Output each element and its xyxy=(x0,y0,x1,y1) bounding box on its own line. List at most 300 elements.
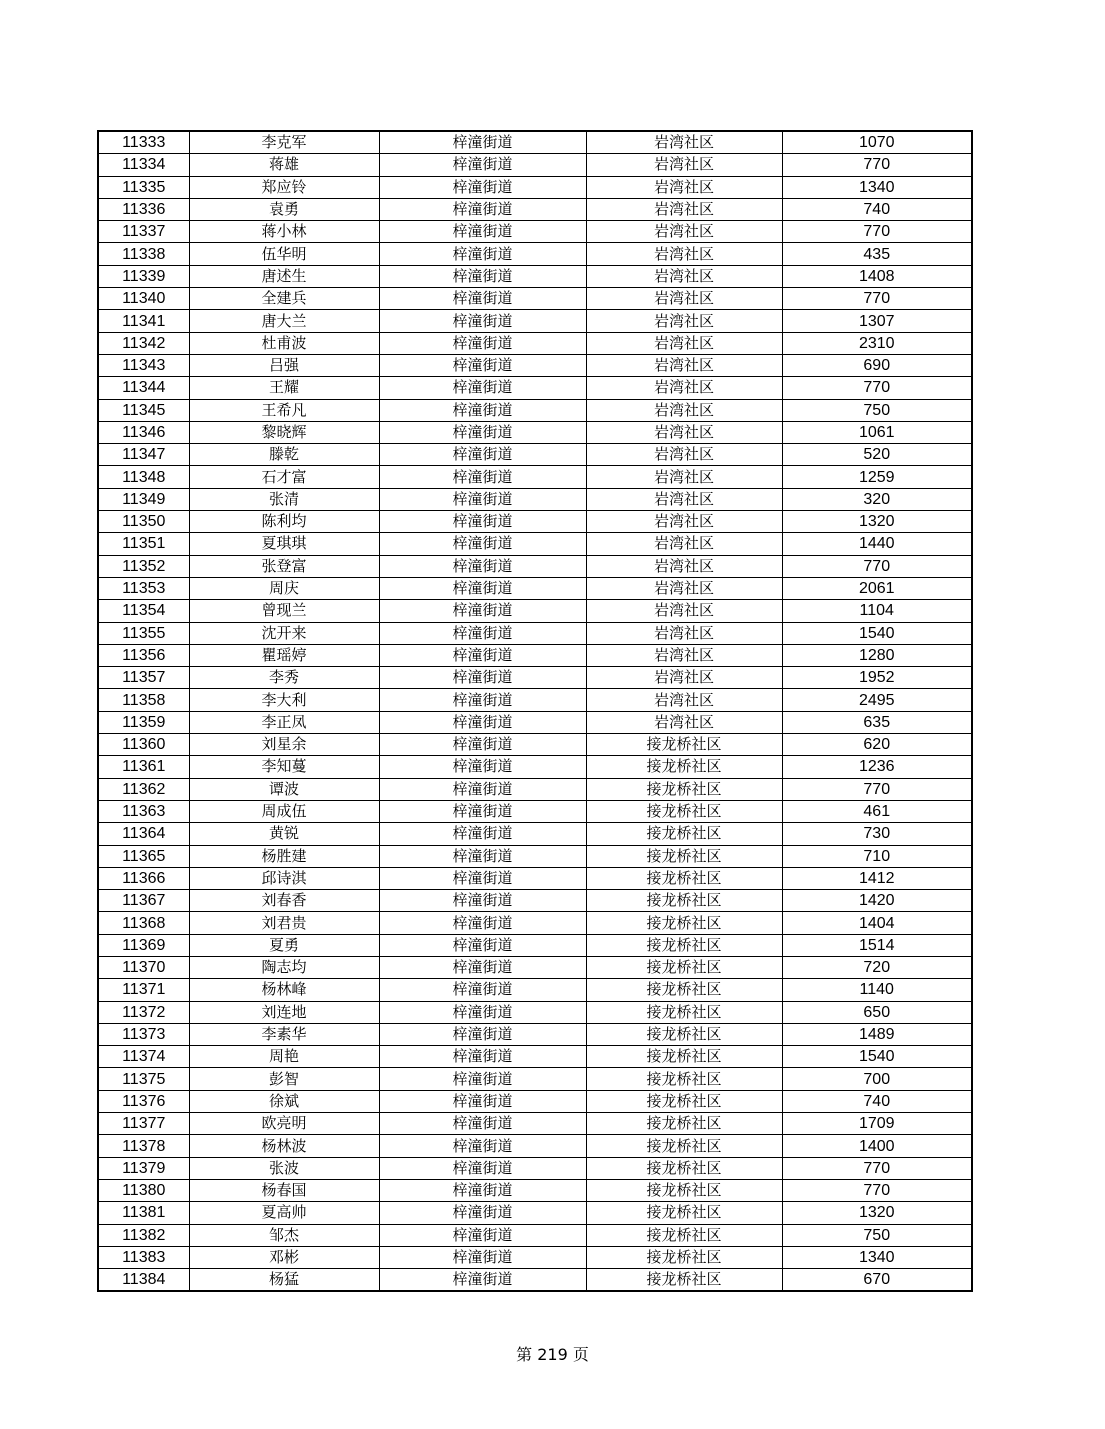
amount-cell: 1320 xyxy=(782,511,972,533)
name-cell: 陈利均 xyxy=(189,511,379,533)
amount-cell: 2310 xyxy=(782,332,972,354)
name-cell: 张波 xyxy=(189,1157,379,1179)
table-row xyxy=(98,1202,972,1224)
community-cell: 接龙桥社区 xyxy=(586,979,782,1001)
community-cell: 岩湾社区 xyxy=(586,221,782,243)
subdistrict-cell: 梓潼街道 xyxy=(379,511,586,533)
subdistrict-cell: 梓潼街道 xyxy=(379,1046,586,1068)
row-index-cell: 11355 xyxy=(98,622,189,644)
community-cell: 岩湾社区 xyxy=(586,600,782,622)
row-index-cell: 11343 xyxy=(98,354,189,376)
amount-cell: 1408 xyxy=(782,265,972,287)
name-cell: 邓彬 xyxy=(189,1246,379,1268)
name-cell: 李秀 xyxy=(189,667,379,689)
name-cell: 杨林波 xyxy=(189,1135,379,1157)
amount-cell: 1236 xyxy=(782,756,972,778)
table-row xyxy=(98,265,972,287)
subdistrict-cell: 梓潼街道 xyxy=(379,912,586,934)
table-row xyxy=(98,332,972,354)
row-index-cell: 11347 xyxy=(98,444,189,466)
amount-cell: 670 xyxy=(782,1269,972,1292)
amount-cell: 770 xyxy=(782,154,972,176)
subdistrict-cell: 梓潼街道 xyxy=(379,332,586,354)
name-cell: 唐大兰 xyxy=(189,310,379,332)
name-cell: 蒋小林 xyxy=(189,221,379,243)
name-cell: 刘星余 xyxy=(189,734,379,756)
row-index-cell: 11379 xyxy=(98,1157,189,1179)
table-row xyxy=(98,154,972,176)
amount-cell: 1061 xyxy=(782,421,972,443)
subdistrict-cell: 梓潼街道 xyxy=(379,956,586,978)
community-cell: 岩湾社区 xyxy=(586,354,782,376)
row-index-cell: 11354 xyxy=(98,600,189,622)
table-row xyxy=(98,377,972,399)
subdistrict-cell: 梓潼街道 xyxy=(379,1113,586,1135)
name-cell: 杨猛 xyxy=(189,1269,379,1292)
table-row xyxy=(98,533,972,555)
table-row xyxy=(98,912,972,934)
table-row xyxy=(98,288,972,310)
community-cell: 岩湾社区 xyxy=(586,555,782,577)
amount-cell: 1340 xyxy=(782,1246,972,1268)
subdistrict-cell: 梓潼街道 xyxy=(379,800,586,822)
amount-cell: 1104 xyxy=(782,600,972,622)
subdistrict-cell: 梓潼街道 xyxy=(379,421,586,443)
amount-cell: 461 xyxy=(782,800,972,822)
amount-cell: 770 xyxy=(782,288,972,310)
name-cell: 郑应铃 xyxy=(189,176,379,198)
table-row xyxy=(98,399,972,421)
row-index-cell: 11374 xyxy=(98,1046,189,1068)
amount-cell: 700 xyxy=(782,1068,972,1090)
name-cell: 李正凤 xyxy=(189,711,379,733)
amount-cell: 635 xyxy=(782,711,972,733)
amount-cell: 1140 xyxy=(782,979,972,1001)
subdistrict-cell: 梓潼街道 xyxy=(379,288,586,310)
row-index-cell: 11358 xyxy=(98,689,189,711)
table-body xyxy=(98,131,972,1291)
row-index-cell: 11378 xyxy=(98,1135,189,1157)
name-cell: 李知蔓 xyxy=(189,756,379,778)
row-index-cell: 11346 xyxy=(98,421,189,443)
subdistrict-cell: 梓潼街道 xyxy=(379,711,586,733)
row-index-cell: 11367 xyxy=(98,890,189,912)
amount-cell: 1440 xyxy=(782,533,972,555)
community-cell: 接龙桥社区 xyxy=(586,823,782,845)
amount-cell: 650 xyxy=(782,1001,972,1023)
amount-cell: 1070 xyxy=(782,131,972,154)
community-cell: 接龙桥社区 xyxy=(586,1001,782,1023)
community-cell: 岩湾社区 xyxy=(586,689,782,711)
amount-cell: 320 xyxy=(782,488,972,510)
community-cell: 接龙桥社区 xyxy=(586,1179,782,1201)
table-row xyxy=(98,444,972,466)
amount-cell: 1420 xyxy=(782,890,972,912)
subdistrict-cell: 梓潼街道 xyxy=(379,444,586,466)
amount-cell: 620 xyxy=(782,734,972,756)
row-index-cell: 11352 xyxy=(98,555,189,577)
amount-cell: 750 xyxy=(782,1224,972,1246)
table-row xyxy=(98,1113,972,1135)
subdistrict-cell: 梓潼街道 xyxy=(379,243,586,265)
row-index-cell: 11338 xyxy=(98,243,189,265)
community-cell: 接龙桥社区 xyxy=(586,1157,782,1179)
table-row xyxy=(98,667,972,689)
name-cell: 张登富 xyxy=(189,555,379,577)
subdistrict-cell: 梓潼街道 xyxy=(379,577,586,599)
name-cell: 王耀 xyxy=(189,377,379,399)
amount-cell: 1540 xyxy=(782,1046,972,1068)
community-cell: 接龙桥社区 xyxy=(586,845,782,867)
table-row xyxy=(98,1046,972,1068)
table-row xyxy=(98,511,972,533)
table-row xyxy=(98,1023,972,1045)
name-cell: 邱诗淇 xyxy=(189,867,379,889)
subdistrict-cell: 梓潼街道 xyxy=(379,1246,586,1268)
community-cell: 接龙桥社区 xyxy=(586,1269,782,1292)
amount-cell: 2061 xyxy=(782,577,972,599)
community-cell: 接龙桥社区 xyxy=(586,1023,782,1045)
subdistrict-cell: 梓潼街道 xyxy=(379,1202,586,1224)
community-cell: 岩湾社区 xyxy=(586,176,782,198)
row-index-cell: 11377 xyxy=(98,1113,189,1135)
name-cell: 夏勇 xyxy=(189,934,379,956)
table-row xyxy=(98,1068,972,1090)
row-index-cell: 11339 xyxy=(98,265,189,287)
subdistrict-cell: 梓潼街道 xyxy=(379,667,586,689)
table-row xyxy=(98,867,972,889)
community-cell: 岩湾社区 xyxy=(586,466,782,488)
amount-cell: 770 xyxy=(782,221,972,243)
amount-cell: 770 xyxy=(782,778,972,800)
community-cell: 岩湾社区 xyxy=(586,644,782,666)
amount-cell: 1489 xyxy=(782,1023,972,1045)
subdistrict-cell: 梓潼街道 xyxy=(379,1179,586,1201)
community-cell: 接龙桥社区 xyxy=(586,912,782,934)
subdistrict-cell: 梓潼街道 xyxy=(379,1068,586,1090)
table-row xyxy=(98,1224,972,1246)
amount-cell: 1307 xyxy=(782,310,972,332)
name-cell: 王希凡 xyxy=(189,399,379,421)
page-number: 第 219 页 xyxy=(516,1345,589,1364)
subdistrict-cell: 梓潼街道 xyxy=(379,867,586,889)
table-row xyxy=(98,823,972,845)
row-index-cell: 11353 xyxy=(98,577,189,599)
amount-cell: 770 xyxy=(782,555,972,577)
row-index-cell: 11336 xyxy=(98,198,189,220)
name-cell: 瞿瑶婷 xyxy=(189,644,379,666)
community-cell: 接龙桥社区 xyxy=(586,1090,782,1112)
table-row xyxy=(98,934,972,956)
name-cell: 欧亮明 xyxy=(189,1113,379,1135)
community-cell: 接龙桥社区 xyxy=(586,734,782,756)
name-cell: 滕乾 xyxy=(189,444,379,466)
name-cell: 刘春香 xyxy=(189,890,379,912)
table-row xyxy=(98,979,972,1001)
community-cell: 接龙桥社区 xyxy=(586,756,782,778)
table-row xyxy=(98,689,972,711)
community-cell: 接龙桥社区 xyxy=(586,778,782,800)
community-cell: 岩湾社区 xyxy=(586,711,782,733)
name-cell: 蒋雄 xyxy=(189,154,379,176)
subdistrict-cell: 梓潼街道 xyxy=(379,778,586,800)
table-row xyxy=(98,1157,972,1179)
row-index-cell: 11357 xyxy=(98,667,189,689)
community-cell: 岩湾社区 xyxy=(586,377,782,399)
name-cell: 袁勇 xyxy=(189,198,379,220)
community-cell: 接龙桥社区 xyxy=(586,956,782,978)
community-cell: 接龙桥社区 xyxy=(586,934,782,956)
table-row xyxy=(98,1246,972,1268)
amount-cell: 1709 xyxy=(782,1113,972,1135)
amount-cell: 2495 xyxy=(782,689,972,711)
amount-cell: 770 xyxy=(782,1179,972,1201)
row-index-cell: 11351 xyxy=(98,533,189,555)
amount-cell: 1320 xyxy=(782,1202,972,1224)
name-cell: 李克军 xyxy=(189,131,379,154)
community-cell: 接龙桥社区 xyxy=(586,1224,782,1246)
table-row xyxy=(98,310,972,332)
subdistrict-cell: 梓潼街道 xyxy=(379,176,586,198)
name-cell: 李素华 xyxy=(189,1023,379,1045)
community-cell: 岩湾社区 xyxy=(586,622,782,644)
community-cell: 接龙桥社区 xyxy=(586,890,782,912)
name-cell: 谭波 xyxy=(189,778,379,800)
table-row xyxy=(98,488,972,510)
row-index-cell: 11365 xyxy=(98,845,189,867)
community-cell: 接龙桥社区 xyxy=(586,1113,782,1135)
subdistrict-cell: 梓潼街道 xyxy=(379,1135,586,1157)
table-row xyxy=(98,644,972,666)
amount-cell: 1280 xyxy=(782,644,972,666)
row-index-cell: 11364 xyxy=(98,823,189,845)
subdistrict-cell: 梓潼街道 xyxy=(379,622,586,644)
community-cell: 岩湾社区 xyxy=(586,533,782,555)
row-index-cell: 11375 xyxy=(98,1068,189,1090)
community-cell: 接龙桥社区 xyxy=(586,1046,782,1068)
table-row xyxy=(98,1090,972,1112)
name-cell: 夏高帅 xyxy=(189,1202,379,1224)
community-cell: 接龙桥社区 xyxy=(586,867,782,889)
amount-cell: 750 xyxy=(782,399,972,421)
name-cell: 刘连地 xyxy=(189,1001,379,1023)
subdistrict-cell: 梓潼街道 xyxy=(379,354,586,376)
amount-cell: 1340 xyxy=(782,176,972,198)
table-row xyxy=(98,756,972,778)
name-cell: 李大利 xyxy=(189,689,379,711)
community-cell: 岩湾社区 xyxy=(586,421,782,443)
data-table xyxy=(97,130,973,1292)
amount-cell: 740 xyxy=(782,198,972,220)
row-index-cell: 11381 xyxy=(98,1202,189,1224)
table-row xyxy=(98,466,972,488)
table-row xyxy=(98,198,972,220)
community-cell: 接龙桥社区 xyxy=(586,1246,782,1268)
subdistrict-cell: 梓潼街道 xyxy=(379,154,586,176)
row-index-cell: 11382 xyxy=(98,1224,189,1246)
amount-cell: 770 xyxy=(782,377,972,399)
row-index-cell: 11340 xyxy=(98,288,189,310)
row-index-cell: 11348 xyxy=(98,466,189,488)
row-index-cell: 11384 xyxy=(98,1269,189,1292)
amount-cell: 1259 xyxy=(782,466,972,488)
table-row xyxy=(98,421,972,443)
row-index-cell: 11369 xyxy=(98,934,189,956)
row-index-cell: 11337 xyxy=(98,221,189,243)
name-cell: 吕强 xyxy=(189,354,379,376)
name-cell: 周成伍 xyxy=(189,800,379,822)
amount-cell: 770 xyxy=(782,1157,972,1179)
table-row xyxy=(98,600,972,622)
table-row xyxy=(98,1179,972,1201)
subdistrict-cell: 梓潼街道 xyxy=(379,734,586,756)
community-cell: 接龙桥社区 xyxy=(586,1202,782,1224)
table-row xyxy=(98,555,972,577)
table-row xyxy=(98,711,972,733)
table-row xyxy=(98,890,972,912)
row-index-cell: 11360 xyxy=(98,734,189,756)
table-row xyxy=(98,577,972,599)
subdistrict-cell: 梓潼街道 xyxy=(379,198,586,220)
row-index-cell: 11363 xyxy=(98,800,189,822)
table-row xyxy=(98,1001,972,1023)
row-index-cell: 11383 xyxy=(98,1246,189,1268)
amount-cell: 720 xyxy=(782,956,972,978)
row-index-cell: 11370 xyxy=(98,956,189,978)
amount-cell: 740 xyxy=(782,1090,972,1112)
name-cell: 伍华明 xyxy=(189,243,379,265)
name-cell: 黎晓辉 xyxy=(189,421,379,443)
name-cell: 黄锐 xyxy=(189,823,379,845)
name-cell: 杜甫波 xyxy=(189,332,379,354)
name-cell: 刘君贵 xyxy=(189,912,379,934)
subdistrict-cell: 梓潼街道 xyxy=(379,1224,586,1246)
row-index-cell: 11334 xyxy=(98,154,189,176)
community-cell: 岩湾社区 xyxy=(586,667,782,689)
community-cell: 岩湾社区 xyxy=(586,399,782,421)
subdistrict-cell: 梓潼街道 xyxy=(379,689,586,711)
amount-cell: 690 xyxy=(782,354,972,376)
table-row xyxy=(98,221,972,243)
table-row xyxy=(98,622,972,644)
subdistrict-cell: 梓潼街道 xyxy=(379,399,586,421)
subdistrict-cell: 梓潼街道 xyxy=(379,1269,586,1292)
community-cell: 岩湾社区 xyxy=(586,243,782,265)
row-index-cell: 11341 xyxy=(98,310,189,332)
table-row xyxy=(98,1269,972,1292)
name-cell: 张清 xyxy=(189,488,379,510)
name-cell: 沈开来 xyxy=(189,622,379,644)
amount-cell: 435 xyxy=(782,243,972,265)
amount-cell: 1540 xyxy=(782,622,972,644)
community-cell: 岩湾社区 xyxy=(586,288,782,310)
row-index-cell: 11371 xyxy=(98,979,189,1001)
name-cell: 杨春国 xyxy=(189,1179,379,1201)
name-cell: 周庆 xyxy=(189,577,379,599)
subdistrict-cell: 梓潼街道 xyxy=(379,890,586,912)
name-cell: 邹杰 xyxy=(189,1224,379,1246)
table-row xyxy=(98,243,972,265)
subdistrict-cell: 梓潼街道 xyxy=(379,265,586,287)
subdistrict-cell: 梓潼街道 xyxy=(379,131,586,154)
row-index-cell: 11349 xyxy=(98,488,189,510)
subdistrict-cell: 梓潼街道 xyxy=(379,1157,586,1179)
row-index-cell: 11350 xyxy=(98,511,189,533)
subdistrict-cell: 梓潼街道 xyxy=(379,600,586,622)
name-cell: 周艳 xyxy=(189,1046,379,1068)
name-cell: 夏琪琪 xyxy=(189,533,379,555)
amount-cell: 1404 xyxy=(782,912,972,934)
row-index-cell: 11359 xyxy=(98,711,189,733)
subdistrict-cell: 梓潼街道 xyxy=(379,979,586,1001)
subdistrict-cell: 梓潼街道 xyxy=(379,845,586,867)
subdistrict-cell: 梓潼街道 xyxy=(379,1090,586,1112)
row-index-cell: 11333 xyxy=(98,131,189,154)
row-index-cell: 11361 xyxy=(98,756,189,778)
amount-cell: 1412 xyxy=(782,867,972,889)
table-row xyxy=(98,778,972,800)
table-row xyxy=(98,845,972,867)
amount-cell: 1400 xyxy=(782,1135,972,1157)
row-index-cell: 11373 xyxy=(98,1023,189,1045)
community-cell: 接龙桥社区 xyxy=(586,1135,782,1157)
subdistrict-cell: 梓潼街道 xyxy=(379,823,586,845)
table-row xyxy=(98,131,972,154)
table-row xyxy=(98,800,972,822)
subdistrict-cell: 梓潼街道 xyxy=(379,934,586,956)
community-cell: 岩湾社区 xyxy=(586,154,782,176)
row-index-cell: 11376 xyxy=(98,1090,189,1112)
table-row xyxy=(98,1135,972,1157)
subdistrict-cell: 梓潼街道 xyxy=(379,466,586,488)
subdistrict-cell: 梓潼街道 xyxy=(379,310,586,332)
community-cell: 岩湾社区 xyxy=(586,265,782,287)
row-index-cell: 11380 xyxy=(98,1179,189,1201)
row-index-cell: 11362 xyxy=(98,778,189,800)
community-cell: 接龙桥社区 xyxy=(586,1068,782,1090)
row-index-cell: 11372 xyxy=(98,1001,189,1023)
subdistrict-cell: 梓潼街道 xyxy=(379,1023,586,1045)
amount-cell: 1952 xyxy=(782,667,972,689)
subdistrict-cell: 梓潼街道 xyxy=(379,1001,586,1023)
subdistrict-cell: 梓潼街道 xyxy=(379,377,586,399)
row-index-cell: 11344 xyxy=(98,377,189,399)
name-cell: 全建兵 xyxy=(189,288,379,310)
name-cell: 彭智 xyxy=(189,1068,379,1090)
amount-cell: 710 xyxy=(782,845,972,867)
name-cell: 陶志均 xyxy=(189,956,379,978)
community-cell: 岩湾社区 xyxy=(586,511,782,533)
amount-cell: 520 xyxy=(782,444,972,466)
row-index-cell: 11335 xyxy=(98,176,189,198)
row-index-cell: 11342 xyxy=(98,332,189,354)
table-row xyxy=(98,176,972,198)
subdistrict-cell: 梓潼街道 xyxy=(379,221,586,243)
name-cell: 唐述生 xyxy=(189,265,379,287)
community-cell: 岩湾社区 xyxy=(586,131,782,154)
name-cell: 石才富 xyxy=(189,466,379,488)
table-row xyxy=(98,956,972,978)
amount-cell: 730 xyxy=(782,823,972,845)
table-row xyxy=(98,734,972,756)
name-cell: 杨林峰 xyxy=(189,979,379,1001)
row-index-cell: 11368 xyxy=(98,912,189,934)
subdistrict-cell: 梓潼街道 xyxy=(379,644,586,666)
name-cell: 曾现兰 xyxy=(189,600,379,622)
community-cell: 岩湾社区 xyxy=(586,577,782,599)
community-cell: 岩湾社区 xyxy=(586,310,782,332)
community-cell: 岩湾社区 xyxy=(586,332,782,354)
